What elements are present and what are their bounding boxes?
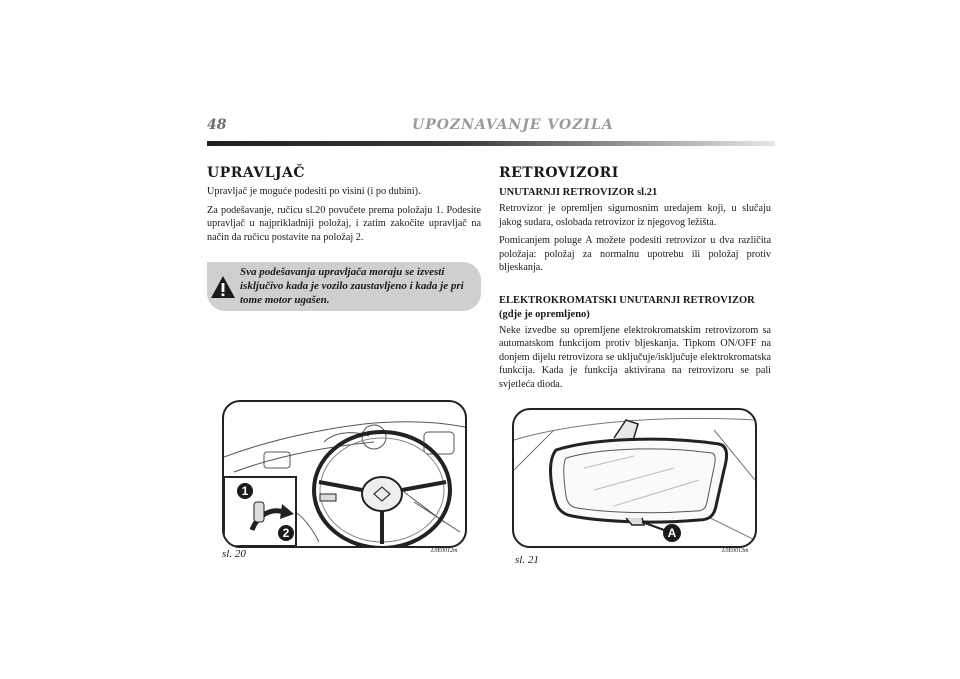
left-paragraph-2: Za podešavanje, ručicu sl.20 povučete prema položaju 1. Podesite upravljač u najprikladniji položaj, i zatim zakočite upravljač na način da ručicu postavite na položaj 2. [207, 204, 481, 243]
warning-text: Sva podešavanja upravljača moraju se izvesti isključivo kada je vozilo zaustavljeno i kada je pri tome motor ugašen. [240, 266, 464, 306]
right-paragraph-2: Pomicanjem poluge A možete podesiti retrovizor u dva različita položaja: položaj za normalnu upotrebu ili položaj protiv bljeskanja. [499, 235, 771, 273]
rearview-mirror-illustration [514, 410, 755, 546]
subheading-electrochromic-note: (gdje je opremljeno) [499, 308, 590, 320]
figure-20-steering-wheel [222, 400, 467, 548]
figure-21-code: L0E0013m [722, 548, 749, 554]
figure-20-code: L0E0012m [431, 548, 458, 554]
right-paragraph-3: Neke izvedbe su opremljene elektrokromatskim retrovizorom sa automatskom funkcijom protiv bljeskanja. Tipkom ON/OFF na donjem dijelu retrovizora se uključuje/isključuje elektrokromatska funkcija. Kada je funkcija aktivirana na retrovizoru se pali svjetleća dioda. [499, 324, 771, 390]
callout-A: A [663, 524, 681, 542]
heading-steering-wheel: UPRAVLJAČ [207, 165, 306, 181]
steering-wheel-illustration [224, 402, 465, 546]
figure-21-rearview-mirror [512, 408, 757, 548]
header-rule [207, 141, 775, 146]
figure-21-caption: sl. 21 [515, 554, 539, 566]
subheading-interior-mirror: UNUTARNJI RETROVIZOR sl.21 [499, 187, 658, 198]
right-paragraph-1: Retrovizor je opremljen sigurnosnim uredajem koji, u slučaju jakog sudara, oslobada retrovizor iz njegovog ležišta. [499, 203, 771, 228]
section-title: UPOZNAVANJE VOZILA [412, 117, 614, 133]
left-body [207, 185, 481, 249]
callout-1: 1 [237, 483, 253, 499]
warning-triangle-icon [209, 274, 237, 300]
page-number: 48 [207, 117, 227, 133]
figure-20-caption: sl. 20 [222, 548, 246, 560]
subheading-electrochromic-mirror: ELEKTROKROMATSKI UNUTARNJI RETROVIZOR [499, 294, 755, 306]
right-body [499, 186, 771, 396]
callout-2: 2 [278, 525, 294, 541]
left-paragraph-1: Upravljač je moguće podesiti po visini (i po dubini). [207, 186, 421, 197]
heading-mirrors: RETROVIZORI [499, 165, 619, 181]
